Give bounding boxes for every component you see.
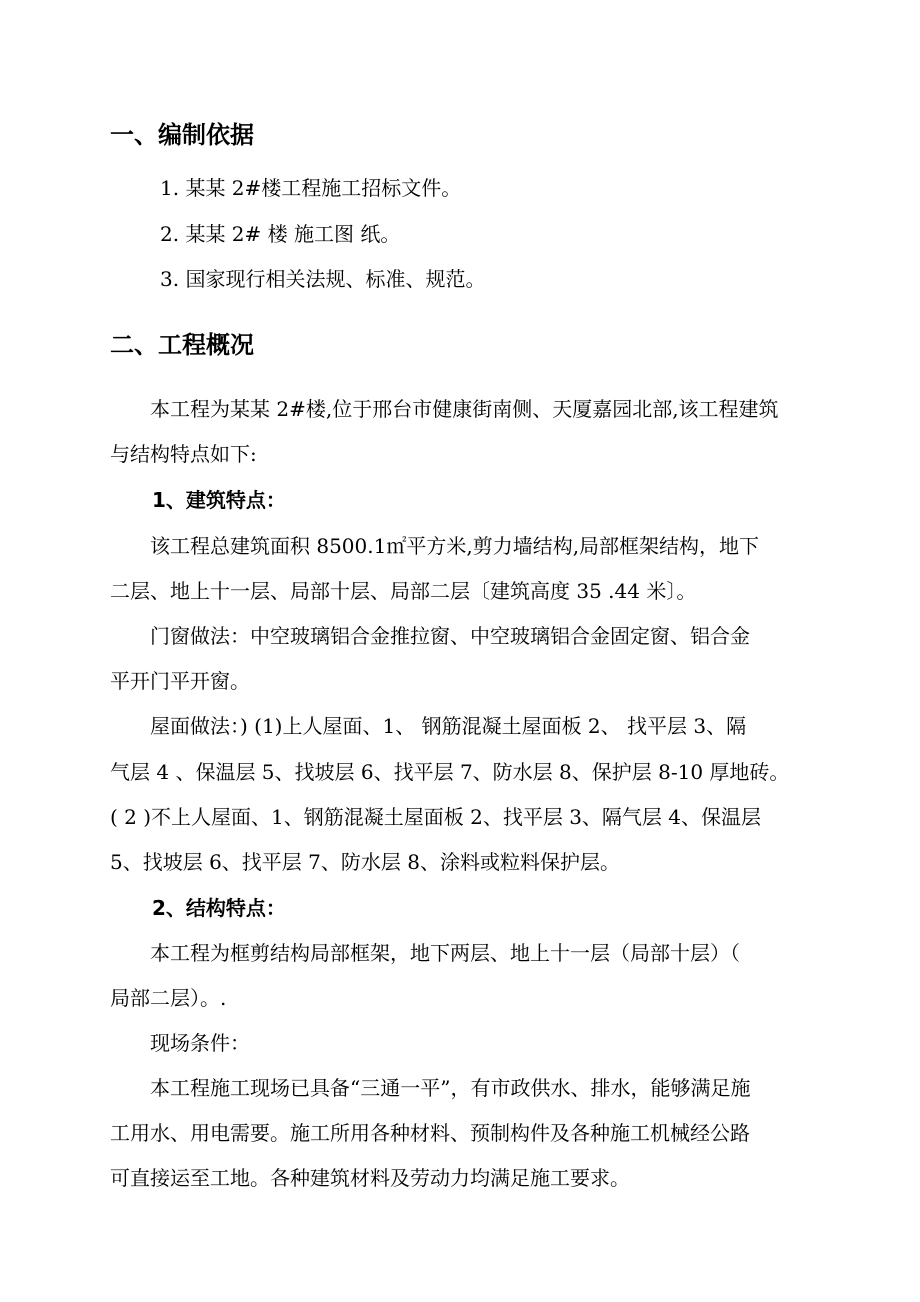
windows-line-1: 门窗做法：中空玻璃铝合金推拉窗、中空玻璃铝合金固定窗、铝合金 (150, 624, 750, 648)
section-heading-basis: 一、编制依据 (110, 121, 254, 149)
overview-intro-line-1: 本工程为某某 2#楼,位于邢台市健康街南侧、天厦嘉园北部,该工程建筑 (150, 397, 779, 421)
basis-item-3: 3. 国家现行相关法规、标准、规范。 (160, 267, 486, 291)
subheading-structure: 2、结构特点： (152, 896, 286, 920)
roof-line-1: 屋面做法：) (1)上人屋面、1、 钢筋混凝土屋面板 2、 找平层 3、隔 (150, 714, 747, 738)
roof-line-2: 气层 4 、保温层 5、找坡层 6、找平层 7、防水层 8、保护层 8-10 厚地砖。 (110, 760, 790, 784)
site-conditions-line-2: 工用水、用电需要。施工所用各种材料、预制构件及各种施工机械经公路 (110, 1121, 750, 1145)
structure-line-2: 局部二层）。. (110, 986, 227, 1010)
site-conditions-line-3: 可直接运至工地。各种建筑材料及劳动力均满足施工要求。 (110, 1166, 630, 1190)
roof-line-4: 5、找坡层 6、找平层 7、防水层 8、涂料或粒料保护层。 (110, 850, 620, 874)
site-conditions-line-1: 本工程施工现场已具备“三通一平”，有市政供水、排水，能够满足施 (150, 1076, 751, 1100)
site-conditions-label: 现场条件： (150, 1031, 250, 1055)
basis-item-2: 2. 某某 2# 楼 施工图 纸。 (160, 222, 401, 246)
overview-intro-line-2: 与结构特点如下: (110, 442, 257, 466)
structure-line-1: 本工程为框剪结构局部框架，地下两层、地上十一层（局部十层）（ (150, 941, 740, 965)
subheading-architecture: 1、建筑特点： (152, 488, 286, 512)
section-heading-overview: 二、工程概况 (110, 331, 254, 359)
basis-item-1: 1. 某某 2#楼工程施工招标文件。 (160, 176, 462, 200)
roof-line-3: ( 2 )不上人屋面、1、钢筋混凝土屋面板 2、找平层 3、隔气层 4、保温层 (110, 805, 762, 829)
architecture-area-line-1: 该工程总建筑面积 8500.1㎡平方米,剪力墙结构,局部框架结构，地下 (150, 534, 760, 558)
windows-line-2: 平开门平开窗。 (110, 669, 250, 693)
architecture-area-line-2: 二层、地上十一层、局部十层、局部二层〔建筑高度 35 .44 米〕。 (110, 579, 697, 603)
